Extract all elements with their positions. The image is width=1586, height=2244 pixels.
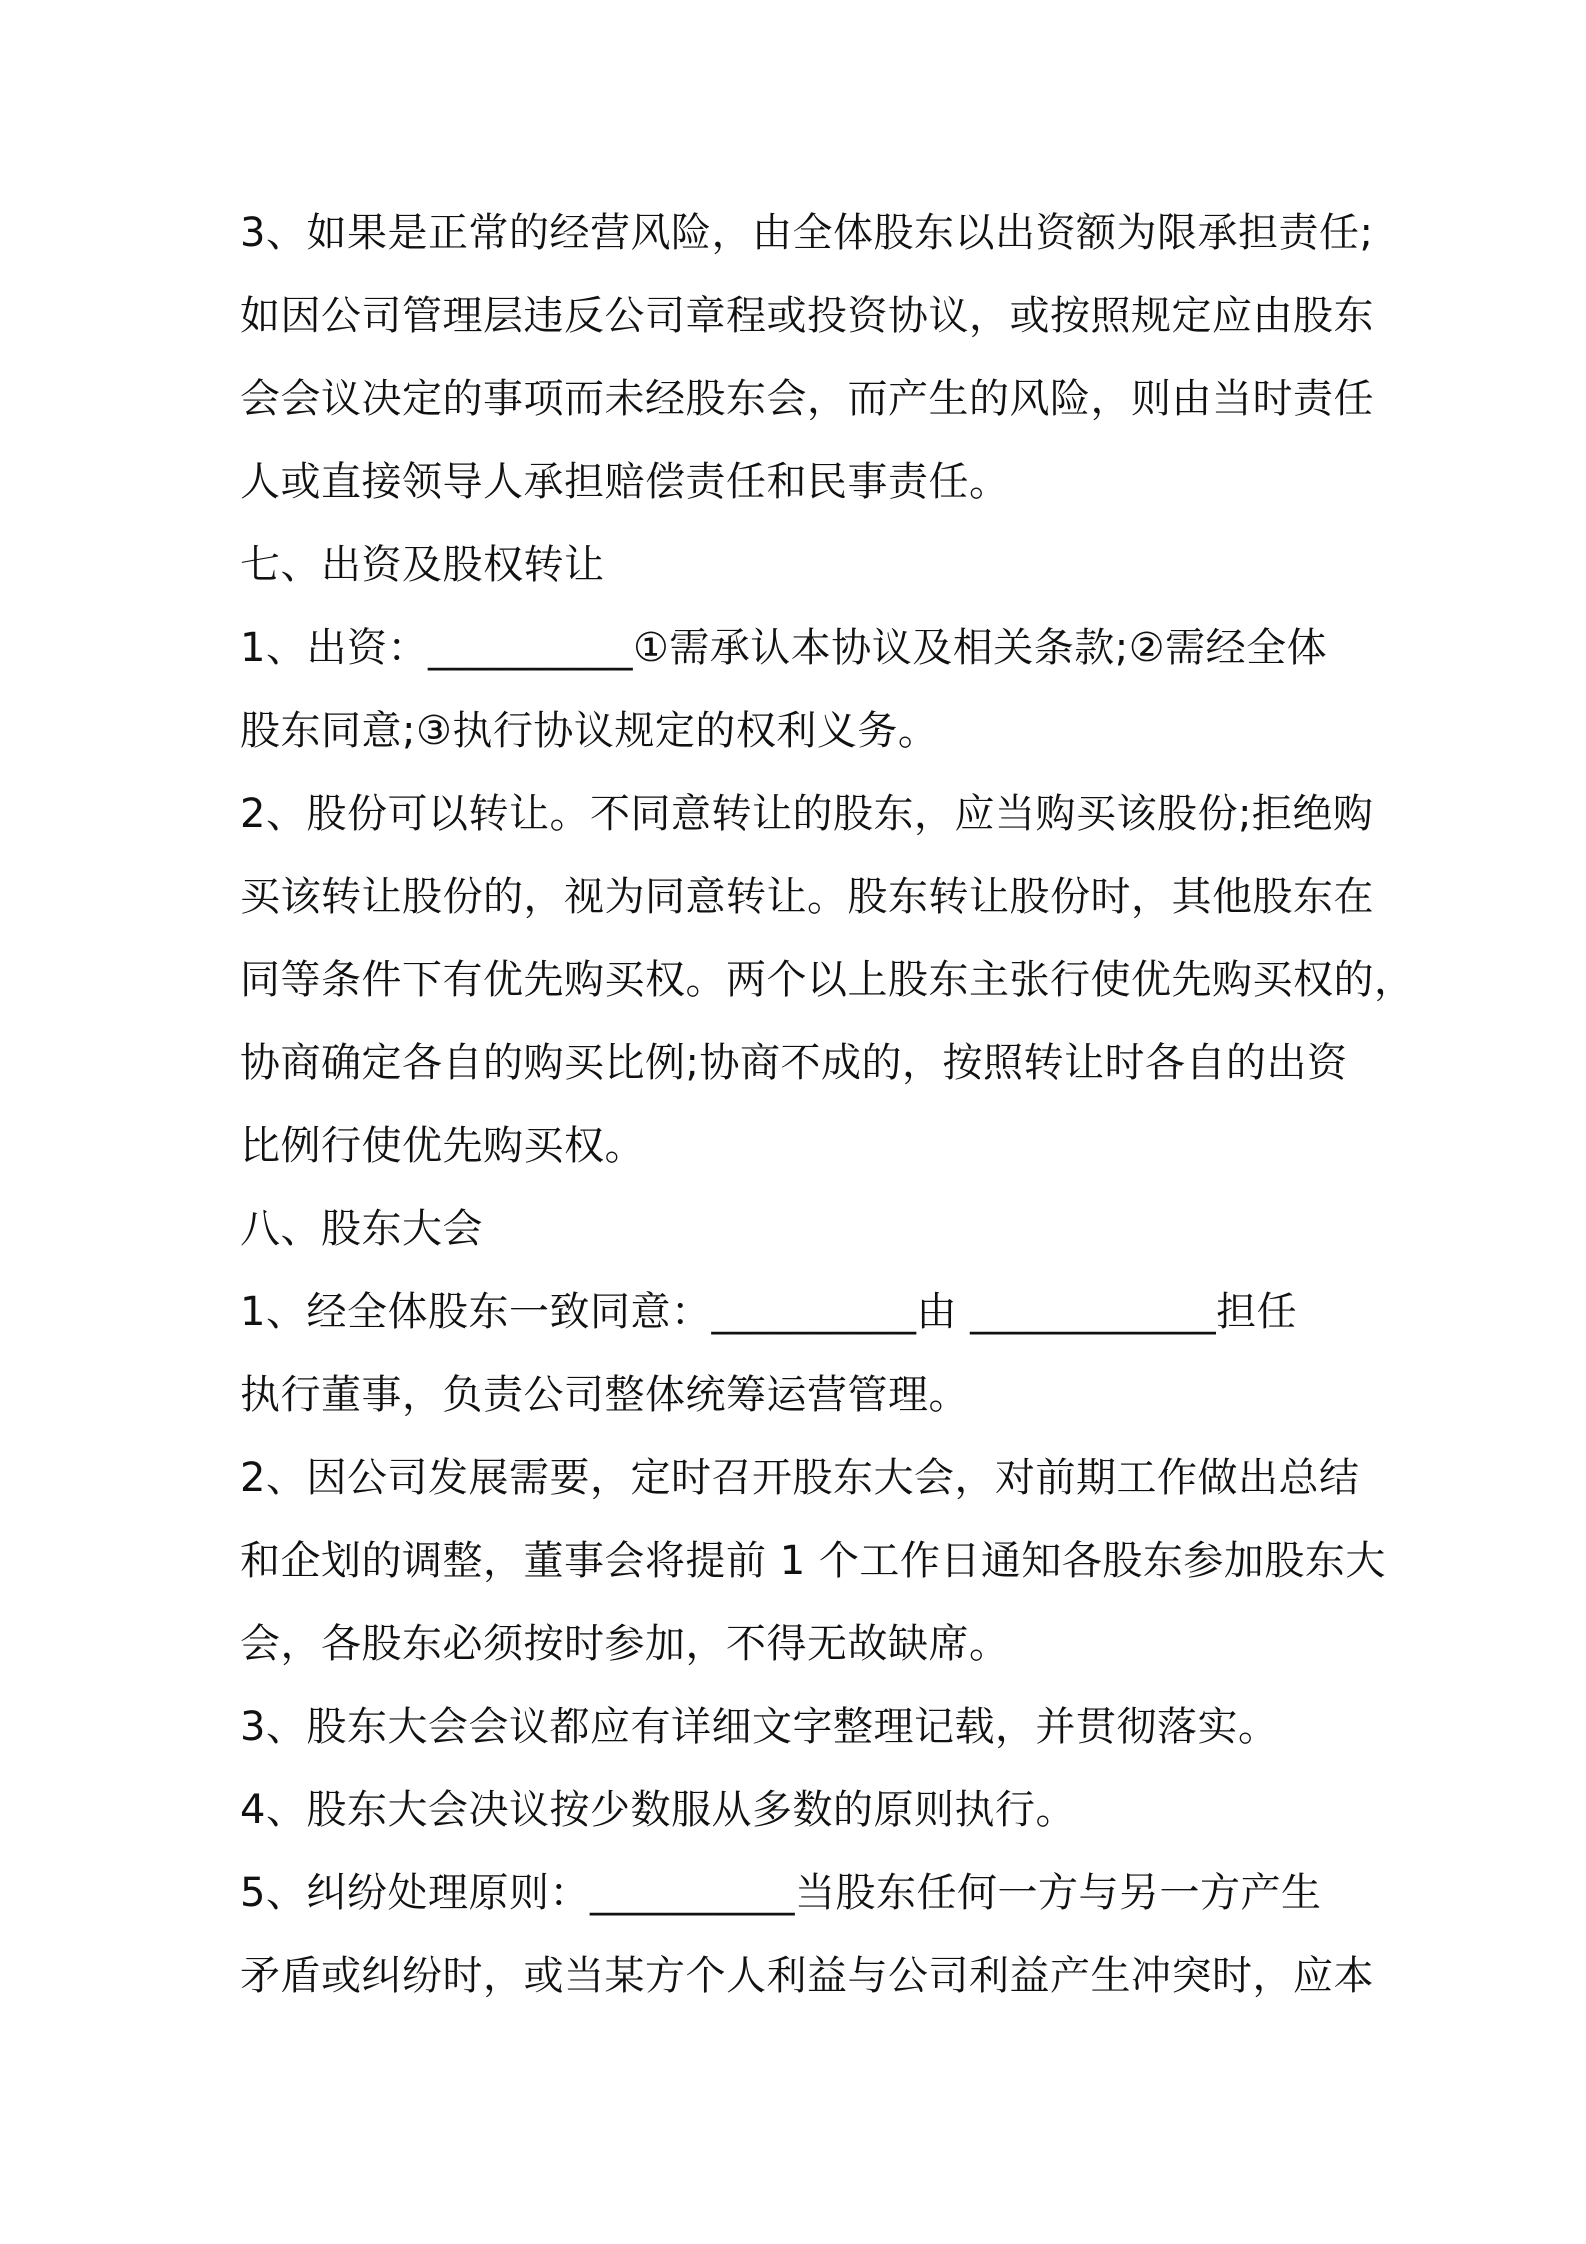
paragraph-line: 股东同意;③执行协议规定的权利义务。	[240, 708, 939, 754]
paragraph-line: 和企划的调整，董事会将提前 1 个工作日通知各股东参加股东大	[240, 1538, 1386, 1584]
section-heading: 七、出资及股权转让	[240, 542, 605, 588]
document-body	[240, 192, 1415, 2018]
paragraph-line: 执行董事，负责公司整体统筹运营管理。	[240, 1372, 969, 1418]
paragraph-line: 3、股东大会会议都应有详细文字整理记载，并贯彻落实。	[240, 1704, 1279, 1750]
paragraph-line: 协商确定各自的购买比例;协商不成的，按照转让时各自的出资	[240, 1040, 1348, 1086]
paragraph-line: 比例行使优先购买权。	[240, 1123, 645, 1169]
paragraph-line: 1、出资：__________①需承认本协议及相关条款;②需经全体	[240, 625, 1328, 671]
paragraph-line: 买该转让股份的，视为同意转让。股东转让股份时，其他股东在	[240, 874, 1374, 920]
paragraph-line: 1、经全体股东一致同意：__________由 ____________担任	[240, 1289, 1298, 1335]
paragraph-line: 会会议决定的事项而未经股东会，而产生的风险，则由当时责任	[240, 376, 1374, 422]
paragraph-line: 4、股东大会决议按少数服从多数的原则执行。	[240, 1787, 1076, 1833]
paragraph-line: 人或直接领导人承担赔偿责任和民事责任。	[240, 459, 1010, 505]
paragraph-line: 同等条件下有优先购买权。两个以上股东主张行使优先购买权的，	[240, 957, 1415, 1003]
paragraph-line: 会，各股东必须按时参加，不得无故缺席。	[240, 1621, 1010, 1667]
paragraph-line: 如因公司管理层违反公司章程或投资协议，或按照规定应由股东	[240, 293, 1374, 339]
paragraph-line: 2、因公司发展需要，定时召开股东大会，对前期工作做出总结	[240, 1455, 1360, 1501]
paragraph-line: 3、如果是正常的经营风险，由全体股东以出资额为限承担责任;	[240, 210, 1374, 256]
paragraph-line: 矛盾或纠纷时，或当某方个人利益与公司利益产生冲突时，应本	[240, 1953, 1374, 1999]
section-heading: 八、股东大会	[240, 1206, 483, 1252]
paragraph-line: 5、纠纷处理原则：__________当股东任何一方与另一方产生	[240, 1870, 1322, 1916]
paragraph-line: 2、股份可以转让。不同意转让的股东，应当购买该股份;拒绝购	[240, 791, 1374, 837]
